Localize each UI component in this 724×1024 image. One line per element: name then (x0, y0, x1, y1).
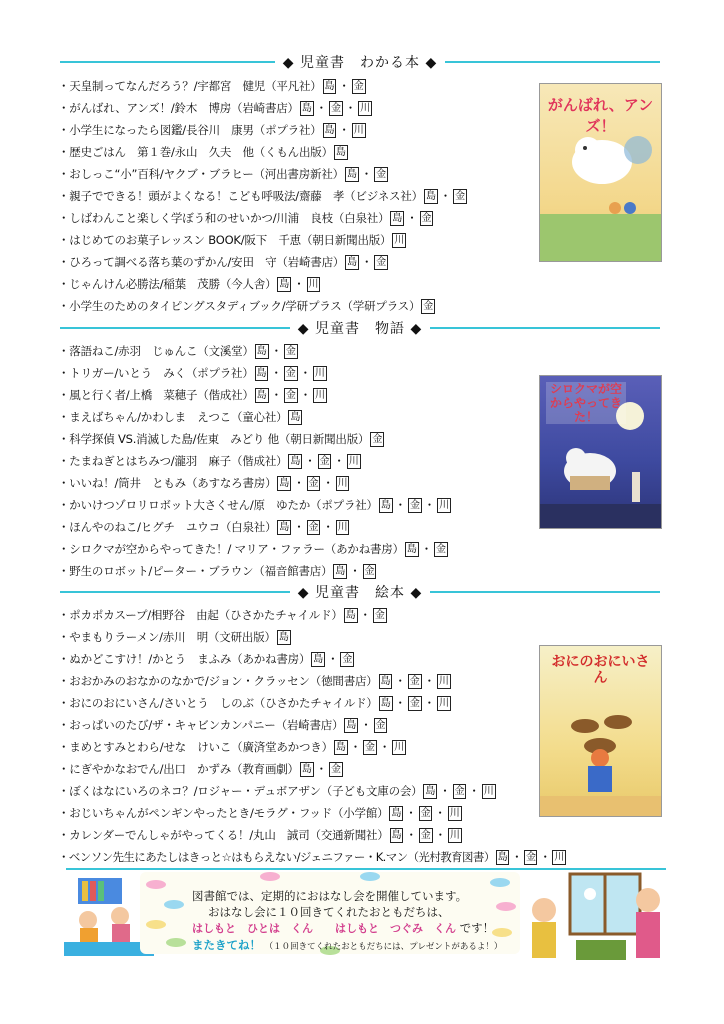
book-title: ・親子でできる！頭がよくなる！こども呼吸法/齋藤 孝（ビジネス社） (58, 189, 423, 203)
library-badge: 島 (279, 522, 290, 533)
section-header-ehon (60, 582, 660, 602)
library-badge: 金 (353, 81, 364, 92)
book-item (58, 450, 538, 472)
book-item (58, 560, 538, 582)
library-badge: 金 (365, 742, 375, 753)
library-badge: 島 (335, 566, 346, 577)
book-title: ・ぼくはなにいろのネコ？/ロジャー・デュボアザン（子ども文庫の会） (58, 784, 423, 798)
book-item (58, 163, 538, 185)
badge-separator: ・ (423, 674, 435, 688)
divider-line (60, 591, 290, 593)
badge-separator: ・ (394, 498, 406, 512)
badge-separator: ・ (349, 564, 361, 578)
book-title: ・野生のロボット/ピーター・ブラウン（福音館書店） (58, 564, 333, 578)
section-title: ◆ 児童書 絵本 ◆ (297, 585, 423, 601)
library-badge: 川 (353, 125, 364, 136)
oni-illustration-icon (540, 646, 661, 816)
book-item (58, 97, 538, 119)
badge-separator: ・ (270, 388, 282, 402)
library-badge: 川 (337, 522, 348, 533)
book-title: ・カレンダーでんしゃがやってくる！/丸山 誠司（交通新聞社） (58, 828, 389, 842)
divider-line (60, 61, 275, 63)
library-badge: 島 (391, 830, 402, 841)
library-badge: 島 (380, 676, 391, 687)
book-item (58, 362, 538, 384)
book-item (58, 207, 538, 229)
cover-title: がんばれ、アンズ！ (547, 96, 654, 135)
library-badge: 島 (324, 81, 335, 92)
badge-separator: ・ (406, 211, 418, 225)
book-title: ・まえばちゃん/かわしま えつこ（童心社） (58, 410, 288, 424)
book-title: ・歴史ごはん 第１巻/永山 久夫 他（くもん出版） (58, 145, 333, 159)
library-badge: 金 (436, 544, 446, 555)
library-badge: 島 (335, 742, 346, 753)
badge-separator: ・ (439, 784, 451, 798)
book-title: ・トリガー/いとう みく（ポプラ社） (58, 366, 254, 380)
library-badge: 島 (278, 632, 289, 643)
badge-separator: ・ (423, 498, 436, 512)
badge-separator: ・ (423, 696, 435, 710)
badge-separator: ・ (333, 454, 345, 468)
library-badge: 金 (330, 764, 341, 775)
library-badge: 島 (301, 764, 312, 775)
badge-separator: ・ (293, 476, 305, 490)
book-item (58, 802, 538, 824)
badge-separator: ・ (439, 189, 452, 203)
badge-separator: ・ (405, 828, 417, 842)
library-badge: 金 (330, 103, 341, 114)
badge-separator: ・ (360, 255, 373, 269)
library-badge: 金 (308, 478, 319, 489)
badge-separator: ・ (420, 542, 433, 556)
book-item (58, 824, 538, 846)
book-item (58, 384, 538, 406)
dog-illustration-icon (540, 84, 661, 261)
library-badge: 川 (449, 830, 460, 841)
library-badge: 川 (360, 103, 370, 114)
book-item (58, 714, 538, 736)
library-badge: 金 (376, 257, 387, 268)
storytime-banner (140, 872, 520, 954)
badge-separator: ・ (315, 101, 327, 115)
library-badge: 川 (394, 742, 404, 753)
section-header-wakaru (60, 52, 660, 72)
decor-oval (146, 920, 166, 929)
library-badge: 金 (409, 676, 420, 687)
decor-oval (360, 872, 380, 881)
badge-separator: ・ (344, 101, 357, 115)
book-item (58, 141, 538, 163)
book-item (58, 692, 538, 714)
library-badge: 金 (420, 830, 431, 841)
book-item (58, 428, 538, 450)
library-badge: 川 (314, 368, 325, 379)
book-title: ・たまねぎとはちみつ/瀧羽 麻子（偕成社） (58, 454, 288, 468)
section-title: ◆ 児童書 わかる本 ◆ (282, 55, 438, 71)
library-badge: 金 (454, 786, 465, 797)
book-item (58, 758, 538, 780)
book-title: ・小学生になったら図鑑/長谷川 康男（ポプラ社） (58, 123, 322, 137)
decor-oval (490, 878, 510, 887)
book-title: ・ほんやのねこ/ヒグチ ユウコ（白泉社） (58, 520, 277, 534)
library-badge: 島 (335, 147, 346, 158)
cover-title: シロクマが空からやってきた！ (546, 382, 626, 424)
library-badge: 金 (420, 808, 431, 819)
divider-line (430, 327, 660, 329)
library-badge: 川 (438, 698, 449, 709)
book-item (58, 75, 538, 97)
badge-separator: ・ (359, 608, 371, 622)
divider-line (60, 327, 290, 329)
badge-separator: ・ (360, 167, 373, 181)
library-badge: 金 (421, 213, 432, 224)
library-badge: 島 (497, 852, 508, 863)
honoree-names: はしもと ひとは くん はしもと つぐみ くん (192, 922, 456, 935)
cover-title: おにのおにいさん (551, 654, 650, 686)
divider-line (430, 591, 660, 593)
divider-line (445, 61, 660, 63)
library-badge: 川 (308, 279, 319, 290)
book-title: ・やまもりラーメン/赤川 明（文研出版） (58, 630, 276, 644)
library-badge: 金 (374, 610, 385, 621)
library-badge: 金 (455, 191, 465, 202)
book-list-monogatari (58, 340, 538, 582)
library-badge: 島 (256, 346, 267, 357)
library-badge: 島 (324, 125, 335, 136)
book-item (58, 516, 538, 538)
book-item (58, 648, 538, 670)
library-badge: 島 (346, 169, 357, 180)
badge-separator: ・ (360, 718, 372, 732)
book-title: ・がんばれ、アンズ！/鈴木 博房（岩崎書店） (58, 101, 299, 115)
library-badge: 島 (290, 456, 301, 467)
library-badge: 金 (375, 720, 386, 731)
book-title: ・科学探偵 VS.消滅した島/佐東 みどり 他（朝日新聞出版） (58, 432, 370, 446)
badge-separator: ・ (293, 520, 305, 534)
library-badge: 島 (380, 500, 391, 511)
library-badge: 川 (394, 235, 405, 246)
book-item (58, 472, 538, 494)
library-badge: 島 (406, 544, 417, 555)
library-badge: 島 (279, 478, 290, 489)
badge-separator: ・ (434, 828, 446, 842)
library-badge: 金 (285, 368, 296, 379)
book-title: ・おにのおにいさん/さいとう しのぶ（ひさかたチャイルド） (58, 696, 378, 710)
book-item (58, 494, 538, 516)
book-cover-oni (539, 645, 662, 817)
library-badge: 金 (409, 698, 420, 709)
badge-separator: ・ (293, 277, 305, 291)
library-badge: 金 (308, 522, 319, 533)
library-badge: 川 (439, 500, 449, 511)
banner-text (192, 888, 502, 955)
book-title: ・ベンソン先生にあたしはきっと☆はもらえない/ジェニファー・K.マン（光村教育図書） (58, 850, 495, 864)
book-title: ・いいね！/筒井 ともみ（あすなろ書房） (58, 476, 277, 490)
book-item (58, 846, 564, 868)
library-badge: 島 (347, 257, 357, 268)
library-badge: 島 (290, 412, 301, 423)
closing-text: またきてね！ (192, 938, 261, 952)
book-item (58, 670, 538, 692)
library-badge: 島 (345, 610, 356, 621)
badge-separator: ・ (322, 476, 334, 490)
book-list-wakaru (58, 75, 538, 317)
badge-separator: ・ (299, 366, 311, 380)
decor-oval (166, 938, 186, 947)
library-badge: 島 (425, 191, 436, 202)
library-badge: 金 (342, 654, 353, 665)
book-title: ・シロクマが空からやってきた！/ マリア・ファラー（あかね書房） (58, 542, 404, 556)
badge-separator: ・ (315, 762, 327, 776)
badge-separator: ・ (468, 784, 480, 798)
badge-separator: ・ (322, 520, 334, 534)
banner-line-2: おはなし会に１０回きてくれたおともだちは、 (208, 905, 450, 919)
library-badge: 島 (256, 368, 267, 379)
decor-oval (260, 872, 280, 881)
book-item (58, 604, 538, 626)
banner-line-3 (192, 920, 502, 937)
book-title: ・天皇制ってなんだろう？/宇都宮 健児（平凡社） (58, 79, 322, 93)
book-title: ・にぎやかなおでん/出口 かずみ（教育画劇） (58, 762, 299, 776)
badge-separator: ・ (270, 366, 282, 380)
badge-separator: ・ (405, 806, 417, 820)
section-header-monogatari (60, 318, 660, 338)
banner-line-1: 図書館では、定期的におはなし会を開催しています。 (192, 889, 468, 903)
library-badge: 川 (449, 808, 460, 819)
book-item (58, 185, 538, 207)
book-title: ・かいけつゾロリロボット大さくせん/原 ゆたか（ポプラ社） (58, 498, 378, 512)
book-title: ・はじめてのお菓子レッスン BOOK/阪下 千恵（朝日新聞出版） (58, 233, 392, 247)
badge-separator: ・ (434, 806, 446, 820)
library-badge: 金 (526, 852, 536, 863)
decor-oval (146, 880, 166, 889)
children-window-illustration-icon (520, 870, 668, 962)
book-title: ・ポカポカスープ/相野谷 由起（ひさかたチャイルド） (58, 608, 343, 622)
section-title: ◆ 児童書 物語 ◆ (297, 321, 423, 337)
badge-separator: ・ (394, 696, 406, 710)
badge-separator: ・ (394, 674, 406, 688)
book-item (58, 538, 538, 560)
book-title: ・おしっこ“小”百科/ヤクブ・ブラヒー（河出書房新社） (58, 167, 344, 181)
book-title: ・落語ねこ/赤羽 じゅんこ（文溪堂） (58, 344, 254, 358)
library-badge: 川 (554, 852, 564, 863)
book-list-ehon (58, 604, 564, 868)
badge-separator: ・ (299, 388, 312, 402)
library-badge: 川 (315, 390, 325, 401)
library-badge: 島 (301, 103, 312, 114)
library-badge: 金 (364, 566, 375, 577)
library-badge: 金 (409, 500, 420, 511)
badge-separator: ・ (511, 850, 523, 864)
banner-closing (192, 937, 502, 955)
library-badge: 川 (348, 456, 359, 467)
badge-separator: ・ (349, 740, 361, 754)
book-title: ・しばわんこと楽しく学ぼう和のせいかつ/川浦 良枝（白泉社） (58, 211, 390, 225)
library-badge: 島 (346, 720, 357, 731)
badge-separator: ・ (327, 652, 339, 666)
library-badge: 島 (391, 808, 402, 819)
book-title: ・じゃんけん必勝法/稲葉 茂勝（今人舎） (58, 277, 277, 291)
book-item (58, 736, 538, 758)
library-badge: 金 (285, 390, 296, 401)
library-badge: 島 (256, 390, 267, 401)
book-item (58, 229, 538, 251)
badge-separator: ・ (539, 850, 551, 864)
library-badge: 金 (376, 169, 386, 180)
library-badge: 金 (319, 456, 330, 467)
closing-note: （１０回きてくれたおともだちには、プレゼントがあるよ！） (264, 942, 503, 952)
book-title: ・おっぱいのたび/ザ・キャビンカンパニー（岩崎書店） (58, 718, 344, 732)
banner-suffix: です！ (459, 921, 495, 935)
book-cover-shirokuma (539, 375, 662, 529)
book-item (58, 340, 538, 362)
library-badge: 川 (483, 786, 494, 797)
book-title: ・ぬかどこすけ！/かとう まふみ（あかね書房） (58, 652, 311, 666)
library-badge: 金 (423, 301, 434, 312)
book-title: ・小学生のためのタイピングスタディブック/学研プラス（学研プラス） (58, 299, 421, 313)
library-badge: 金 (372, 434, 383, 445)
book-item (58, 295, 538, 317)
badge-separator: ・ (378, 740, 391, 754)
book-item (58, 626, 538, 648)
book-title: ・おおかみのおなかのなかで/ジョン・クラッセン（徳間書店） (58, 674, 378, 688)
book-title: ・まめとすみとわら/せな けいこ（廣済堂あかつき） (58, 740, 333, 754)
badge-separator: ・ (270, 344, 282, 358)
library-badge: 島 (279, 279, 290, 290)
library-badge: 島 (380, 698, 391, 709)
book-title: ・風と行く者/上橋 菜穂子（偕成社） (58, 388, 254, 402)
library-badge: 島 (425, 786, 436, 797)
book-item (58, 251, 538, 273)
library-badge: 川 (337, 478, 348, 489)
book-item (58, 780, 538, 802)
badge-separator: ・ (304, 454, 316, 468)
library-badge: 川 (438, 676, 449, 687)
library-badge: 島 (313, 654, 324, 665)
book-item (58, 406, 538, 428)
badge-separator: ・ (338, 79, 350, 93)
decor-oval (164, 900, 184, 909)
book-item (58, 273, 538, 295)
book-cover-anzu (539, 83, 662, 262)
book-item (58, 119, 538, 141)
book-title: ・ひろって調べる落ち葉のずかん/安田 守（岩崎書店） (58, 255, 345, 269)
library-badge: 金 (285, 346, 296, 357)
book-title: ・おじいちゃんがペンギンやったとき/モラグ・フッド（小学館） (58, 806, 389, 820)
library-badge: 島 (392, 213, 403, 224)
badge-separator: ・ (338, 123, 350, 137)
